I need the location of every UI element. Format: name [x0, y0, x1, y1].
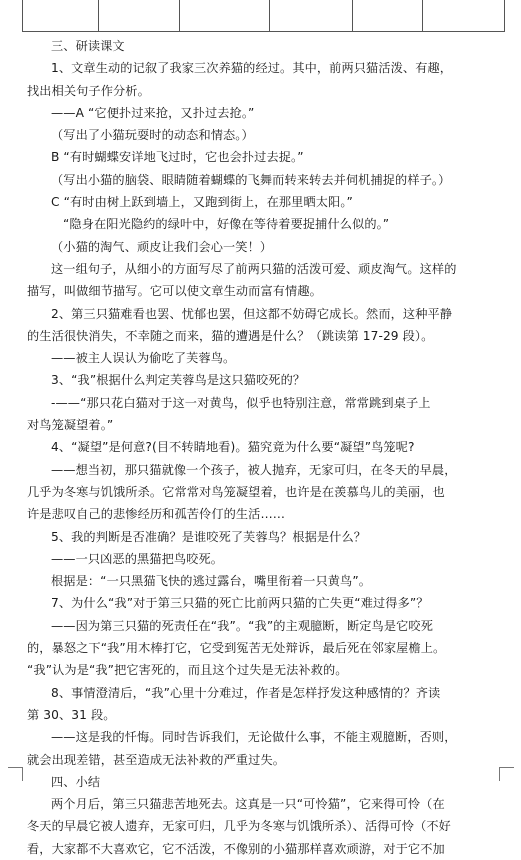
- text-line: ——一只凶恶的黑猫把鸟咬死。: [51, 551, 224, 566]
- text-line: 7、为什么“我”对于第三只猫的死亡比前两只猫的亡失更“难过得多”？: [51, 596, 429, 611]
- text-line: 描写，叫做细节描写。它可以使文章生动而富有情趣。: [27, 284, 322, 299]
- text-line: 5、我的判断是否准确？是谁咬死了芙蓉鸟？根据是什么？: [51, 529, 367, 544]
- table-cell: [270, 0, 353, 31]
- table-cell: [23, 0, 99, 31]
- text-line: 三、研读课文: [51, 39, 125, 53]
- text-line: （写出小猫的脑袋、眼睛随着蝴蝶的飞舞而转来转去并伺机捕捉的样子。）: [51, 172, 451, 187]
- text-line: 的，暴怒之下“我”用木棒打它，它受到冤苦无处辩诉，最后死在邻家屋檐上。: [27, 641, 446, 656]
- text-line: 许是悲叹自己的悲惨经历和孤苦伶仃的生活……: [27, 507, 286, 522]
- text-line: “我”认为是“我”把它害死的，而且这个过失是无法补救的。: [27, 663, 348, 678]
- text-line: 这一组句子，从细小的方面写尽了前两只猫的活泼可爱、顽皮淘气。这样的: [51, 261, 457, 276]
- table-cell: [180, 0, 270, 31]
- text-line: C “有时由树上跃到墙上，又跑到街上，在那里晒太阳。”: [51, 195, 353, 210]
- text-line: ——被主人误认为偷吃了芙蓉鸟。: [51, 351, 236, 366]
- text-line: 两个月后，第三只猫悲苦地死去。这真是一只“可怜猫”，它来得可怜（在: [51, 797, 445, 812]
- text-line: （小猫的淘气、顽皮让我们会心一笑！）: [51, 239, 273, 254]
- text-line: 四、小结: [51, 774, 101, 789]
- text-line: ——A “它便扑过来抢，又扑过去抢。”: [51, 105, 255, 120]
- crop-mark: [499, 767, 500, 781]
- crop-mark: [22, 767, 23, 781]
- text-line: 冬天的早晨它被人遗弃，无家可归，几乎为冬寒与饥饿所杀）、活得可怜（不好: [27, 819, 451, 834]
- text-line: （写出了小猫玩耍时的动态和情态。）: [51, 128, 254, 143]
- text-line: 8、事情澄清后，“我”心里十分难过，作者是怎样抒发这种感情的？齐读: [51, 685, 441, 700]
- text-line: 4、“凝望”是何意?(目不转睛地看)。猫究竟为什么要“凝望”鸟笼呢?: [51, 440, 415, 455]
- text-line: 根据是：“一只黑猫飞快的逃过露台，嘴里衔着一只黄鸟”。: [51, 574, 372, 589]
- table-fragment: [22, 0, 505, 32]
- table-cell: [423, 0, 504, 31]
- text-line: 对鸟笼凝望着。”: [27, 418, 114, 433]
- text-line: 2、第三只猫难看也罢、忧郁也罢，但这都不妨碍它成长。然而，这种平静: [51, 306, 453, 321]
- crop-mark: [8, 767, 22, 768]
- text-line: ——想当初，那只猫就像一个孩子，被人抛弃，无家可归，在冬天的早晨，: [51, 462, 457, 477]
- text-line: 的生活很快消失，不幸随之而来，猫的遭遇是什么？（跳读第 17-29 段）。: [27, 328, 434, 343]
- text-line: -——“那只花白猫对于这一对黄鸟，似乎也特别注意，常常跳到桌子上: [51, 395, 431, 410]
- text-line: 几乎为冬寒与饥饿所杀。它常常对鸟笼凝望着，也许是在羡慕鸟儿的美丽，也: [27, 484, 445, 499]
- table-cell: [353, 0, 423, 31]
- table-cell: [99, 0, 180, 31]
- text-line: 1、文章生动的记叙了我家三次养猫的经过。其中，前两只猫活泼、有趣，: [51, 61, 453, 76]
- text-line: 看，大家都不大喜欢它，它不活泼，不像别的小猫那样喜欢顽游，对于它不加: [27, 841, 445, 856]
- text-line: 3、“我”根据什么判定芙蓉鸟是这只猫咬死的？: [51, 373, 306, 388]
- text-line: “隐身在阳光隐约的绿叶中，好像在等待着要捉捕什么似的。”: [63, 217, 390, 232]
- text-line: ——因为第三只猫的死责任在“我”。“我”的主观臆断，断定鸟是它咬死: [51, 618, 433, 633]
- text-line: 第 30、31 段。: [27, 707, 116, 722]
- text-line: 找出相关句子作分析。: [27, 83, 150, 98]
- document-body: [27, 35, 499, 860]
- crop-mark: [500, 767, 514, 768]
- text-line: 就会出现差错，甚至造成无法补救的严重过失。: [27, 752, 286, 767]
- text-line: B “有时蝴蝶安详地飞过时，它也会扑过去捉。”: [51, 150, 304, 165]
- text-line: ——这是我的忏悔。同时告诉我们，无论做什么事，不能主观臆断，否则，: [51, 730, 457, 745]
